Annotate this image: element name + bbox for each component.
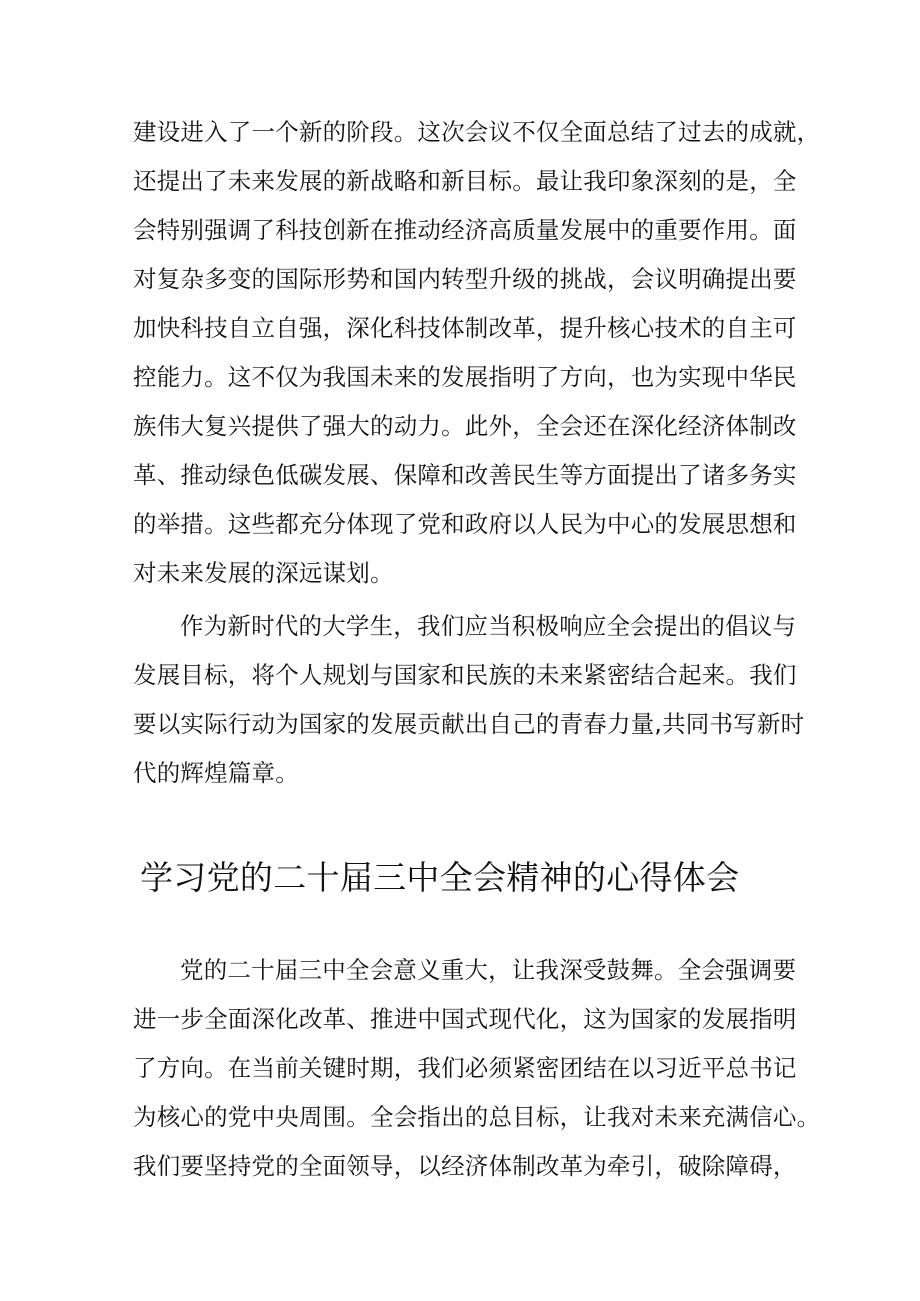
section-heading: 学习党的二十届三中全会精神的心得体会 xyxy=(140,858,740,897)
paragraph-line: 为核心的党中央周围。全会指出的总目标，让我对未来充满信心。 xyxy=(133,1103,821,1131)
paragraph-line: 对复杂多变的国际形势和国内转型升级的挑战，会议明确提出要 xyxy=(133,265,797,293)
paragraph-line: 的举措。这些都充分体现了党和政府以人民为中心的发展思想和 xyxy=(133,510,797,538)
paragraph-student-response xyxy=(133,602,803,798)
paragraph-line: 建设进入了一个新的阶段。这次会议不仅全面总结了过去的成就， xyxy=(133,118,821,146)
paragraph-line: 控能力。这不仅为我国未来的发展指明了方向，也为实现中华民 xyxy=(133,363,797,391)
paragraph-continued xyxy=(133,108,821,598)
paragraph-section-intro xyxy=(133,946,821,1191)
paragraph-line: 革、推动绿色低碳发展、保障和改善民生等方面提出了诸多务实 xyxy=(133,461,797,489)
paragraph-line: 要以实际行动为国家的发展贡献出自己的青春力量,共同书写新时 xyxy=(133,710,805,738)
paragraph-line: 会特别强调了科技创新在推动经济高质量发展中的重要作用。面 xyxy=(133,216,797,244)
paragraph-line: 进一步全面深化改革、推进中国式现代化，这为国家的发展指明 xyxy=(133,1005,797,1033)
paragraph-line: 党的二十届三中全会意义重大，让我深受鼓舞。全会强调要 xyxy=(180,956,797,984)
paragraph-line: 代的辉煌篇章。 xyxy=(133,759,299,787)
paragraph-line: 还提出了未来发展的新战略和新目标。最让我印象深刻的是，全 xyxy=(133,167,797,195)
paragraph-line: 加快科技自立自强，深化科技体制改革，提升核心技术的自主可 xyxy=(133,314,797,342)
paragraph-line: 我们要坚持党的全面领导，以经济体制改革为牵引，破除障碍， xyxy=(133,1152,797,1180)
paragraph-line: 发展目标，将个人规划与国家和民族的未来紧密结合起来。我们 xyxy=(133,661,797,689)
paragraph-line: 族伟大复兴提供了强大的动力。此外，全会还在深化经济体制改 xyxy=(133,412,797,440)
paragraph-line: 对未来发展的深远谋划。 xyxy=(133,559,394,587)
paragraph-line: 作为新时代的大学生，我们应当积极响应全会提出的倡议与 xyxy=(180,612,797,640)
paragraph-line: 了方向。在当前关键时期，我们必须紧密团结在以习近平总书记 xyxy=(133,1054,797,1082)
